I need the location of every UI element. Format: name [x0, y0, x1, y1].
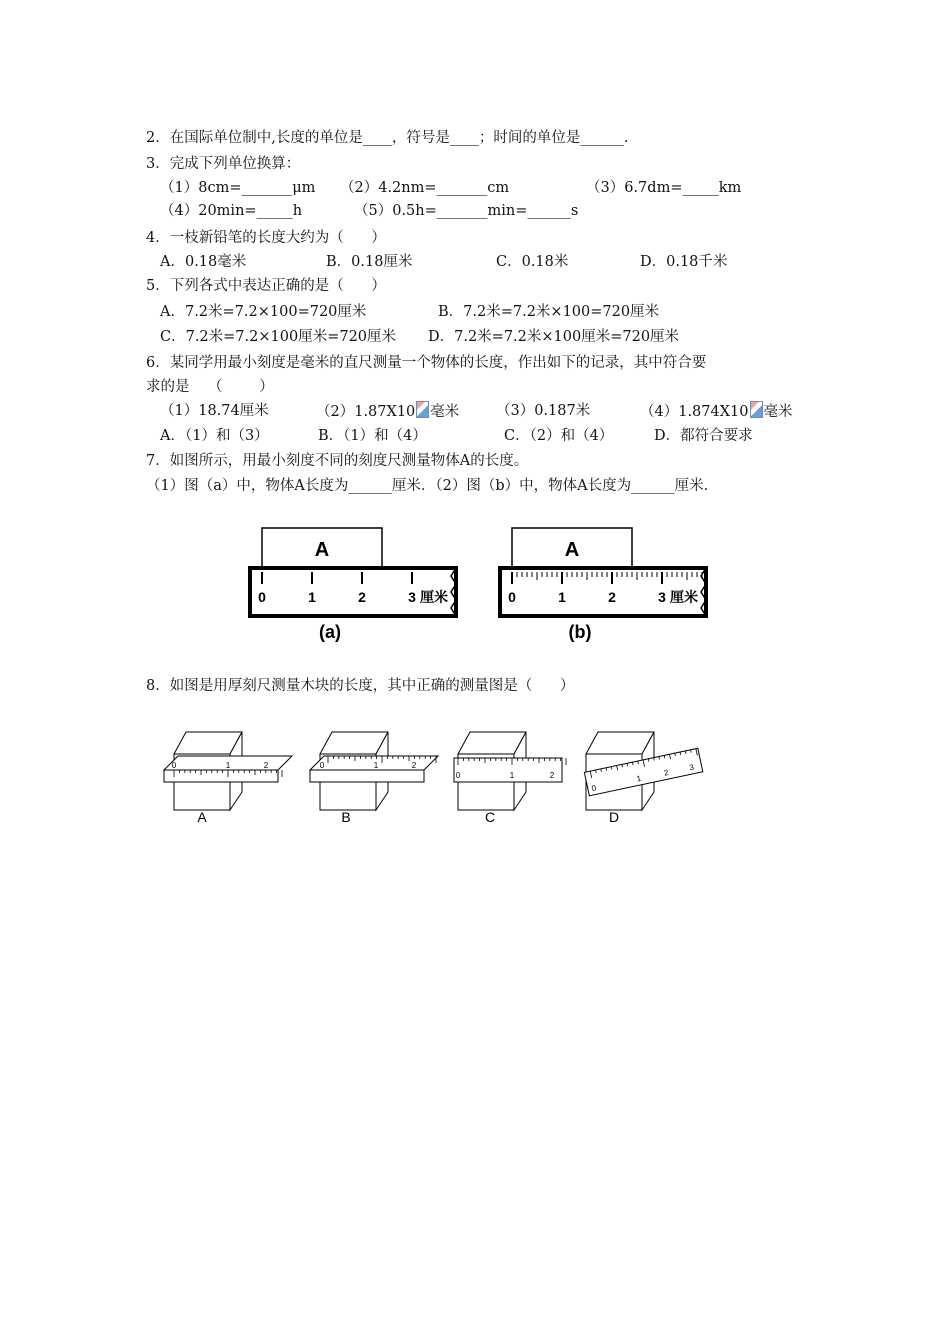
- tick-label: 0: [319, 761, 325, 770]
- q3-item-1: （1）8cm=_______μm: [160, 180, 316, 196]
- q6-record-4-unit: 毫米: [763, 404, 793, 420]
- tick-label: 2: [549, 771, 555, 780]
- tick-label: 3: [658, 589, 666, 605]
- exponent-image-icon: [416, 401, 429, 418]
- unit-label: 厘米: [670, 589, 698, 605]
- q6-record-3: （3）0.187米: [496, 403, 591, 419]
- tick-label: 1: [225, 761, 231, 770]
- q6-record-2-value: （2）1.87X10: [316, 404, 416, 420]
- tick-label: 0: [508, 589, 516, 605]
- q3-title: 3．完成下列单位换算：: [146, 156, 301, 172]
- exponent-image-icon: [750, 401, 763, 418]
- q6-line-2: 求的是 （ ）: [146, 379, 274, 395]
- q5-title: 5．下列各式中表达正确的是（ ）: [146, 278, 386, 294]
- tick-label: 3: [688, 762, 695, 773]
- tick-label: 2: [358, 589, 366, 605]
- tick-label: 1: [558, 589, 566, 605]
- q6-option-d: D．都符合要求: [654, 428, 753, 444]
- q5-option-b: B．7.2米=7.2米×100=720厘米: [438, 304, 660, 320]
- q6-line-1: 6．某同学用最小刻度是毫米的直尺测量一个物体的长度，作出如下的记录，其中符合要: [146, 355, 707, 371]
- q5-option-a: A．7.2米=7.2×100=720厘米: [160, 304, 367, 320]
- q6-record-4-value: （4）1.874X10: [640, 404, 749, 420]
- q6-option-c: C．（2）和（4）: [504, 428, 614, 444]
- tick-label: 2: [411, 761, 417, 770]
- measurement-d: [584, 732, 702, 825]
- unit-label: 厘米: [420, 589, 448, 605]
- q4-option-c: C．0.18米: [496, 254, 569, 270]
- option-label-a: A: [197, 809, 207, 825]
- caption-b: (b): [568, 622, 592, 642]
- q6-record-4: [640, 401, 793, 422]
- q7-title: 7．如图所示，用最小刻度不同的刻度尺测量物体A的长度。: [146, 453, 529, 469]
- q6-option-b: B．（1）和（4）: [318, 428, 427, 444]
- measurement-a: [164, 732, 292, 825]
- q3-item-3: （3）6.7dm=_____km: [586, 180, 742, 196]
- ruler-figure-b: [494, 520, 714, 650]
- tick-label: 0: [590, 783, 597, 794]
- q6-record-2-unit: 毫米: [430, 404, 460, 420]
- q4-option-b: B．0.18厘米: [326, 254, 413, 270]
- q6-record-2: [316, 401, 459, 422]
- q2-text: 2．在国际单位制中,长度的单位是____，符号是____；时间的单位是______.: [146, 130, 629, 146]
- option-label-b: B: [341, 809, 351, 825]
- q7-subquestions: （1）图（a）中，物体A长度为______厘米．（2）图（b）中，物体A长度为______厘米.: [146, 478, 709, 494]
- q6-option-a: A．（1）和（3）: [160, 428, 269, 444]
- object-a-label: A: [314, 539, 330, 561]
- q3-item-2: （2）4.2nm=_______cm: [340, 180, 510, 196]
- tick-label: 2: [608, 589, 616, 605]
- q5-option-c: C．7.2米=7.2×100厘米=720厘米: [160, 329, 397, 345]
- option-label-d: D: [608, 809, 620, 825]
- tick-label: 3: [408, 589, 416, 605]
- option-label-c: C: [484, 809, 496, 825]
- ruler-figure-a: [244, 520, 464, 650]
- tick-label: 1: [373, 761, 379, 770]
- q6-record-1: （1）18.74厘米: [160, 403, 269, 419]
- q4-option-d: D．0.18千米: [640, 254, 728, 270]
- q4-option-a: A．0.18毫米: [160, 254, 247, 270]
- q3-item-4: （4）20min=_____h: [160, 203, 303, 219]
- q5-option-d: D．7.2米=7.2米×100厘米=720厘米: [428, 329, 680, 345]
- q3-item-5: （5）0.5h=_______min=______s: [354, 203, 579, 219]
- thick-ruler-figure: [158, 718, 718, 828]
- q8-title: 8．如图是用厚刻尺测量木块的长度，其中正确的测量图是（ ）: [146, 678, 575, 694]
- object-a-label: A: [564, 539, 580, 561]
- tick-label: 1: [308, 589, 316, 605]
- measurement-b: [310, 732, 438, 825]
- tick-label: 0: [455, 771, 461, 780]
- caption-a: (a): [319, 622, 341, 642]
- q4-title: 4．一枝新铅笔的长度大约为（ ）: [146, 230, 386, 246]
- tick-label: 2: [263, 761, 269, 770]
- measurement-c: [454, 732, 566, 825]
- tick-label: 1: [509, 771, 515, 780]
- tick-label: 0: [258, 589, 266, 605]
- tick-label: 1: [635, 773, 642, 784]
- tick-label: 0: [171, 761, 177, 770]
- tick-label: 2: [663, 767, 670, 778]
